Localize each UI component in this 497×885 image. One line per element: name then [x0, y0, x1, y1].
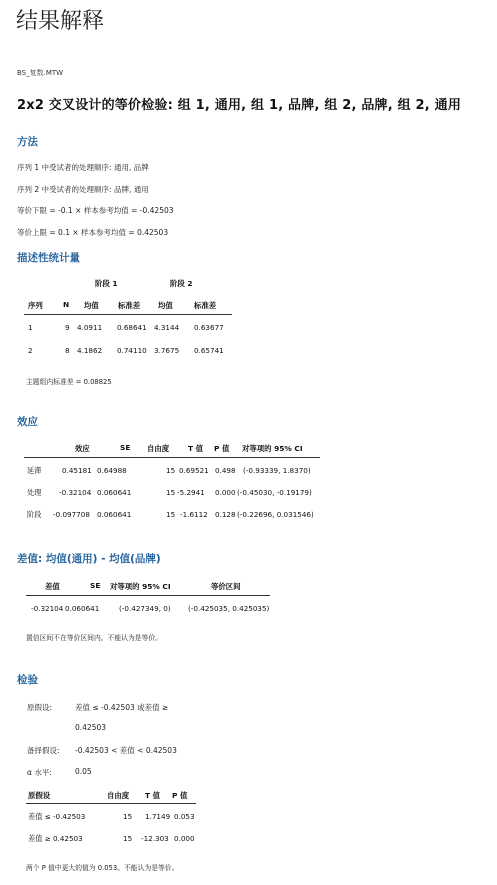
section-method-title: 方法	[17, 136, 38, 148]
section-descriptive-title: 描述性统计量	[17, 252, 80, 264]
difference-cell: -0.32104	[31, 604, 64, 613]
method-line: 序列 2 中受试者的处理顺序: 品牌, 通用	[17, 185, 149, 194]
desc-cell: 9	[65, 323, 70, 332]
test-col-header: 自由度	[107, 791, 130, 800]
effects-cell: 0.060641	[97, 510, 132, 519]
alt-hypothesis-value: -0.42503 < 差值 < 0.42503	[75, 746, 177, 755]
effects-cell: -0.32104	[59, 488, 92, 497]
section-difference-title: 差值: 均值(通用) - 均值(品牌)	[17, 553, 161, 565]
desc-cell: 8	[65, 346, 70, 355]
desc-col-header: 标准差	[194, 301, 217, 310]
effects-col-header: 自由度	[147, 444, 170, 453]
effects-cell: 0.000	[215, 488, 236, 497]
desc-cell: 2	[28, 346, 33, 355]
test-col-header: P 值	[172, 791, 188, 800]
desc-col-header: N	[63, 300, 70, 309]
section-test-title: 检验	[17, 674, 38, 686]
null-hypothesis-value-cont: 0.42503	[75, 723, 107, 732]
period2-header: 阶段 2	[170, 279, 193, 288]
desc-col-header: 标准差	[118, 301, 141, 310]
difference-col-header: 等价区间	[211, 582, 241, 591]
method-line: 序列 1 中受试者的处理顺序: 通用, 品牌	[17, 163, 149, 172]
table-rule	[26, 803, 196, 804]
difference-col-header: SE	[90, 581, 101, 590]
desc-cell: 0.63677	[194, 323, 224, 332]
test-col-header: T 值	[145, 791, 161, 800]
desc-col-header: 序列	[28, 301, 43, 310]
effects-col-header: P 值	[214, 444, 230, 453]
effects-cell: -0.097708	[53, 510, 90, 519]
effects-cell: 延滞	[27, 466, 42, 475]
desc-cell: 0.68641	[117, 323, 147, 332]
desc-cell: 4.3144	[154, 323, 180, 332]
effects-cell: (-0.93339, 1.8370)	[243, 466, 311, 475]
desc-cell: 3.7675	[154, 346, 180, 355]
test-conclusion-note: 两个 P 值中更大的值为 0.053。不能认为是等价。	[26, 864, 179, 872]
section-effects-title: 效应	[17, 416, 38, 428]
effects-col-header: SE	[120, 443, 131, 452]
period1-header: 阶段 1	[95, 279, 118, 288]
effects-cell: 15	[166, 488, 176, 497]
table-rule	[24, 457, 320, 458]
desc-cell: 4.0911	[77, 323, 103, 332]
effects-cell: (-0.45030, -0.19179)	[237, 488, 312, 497]
difference-col-header: 差值	[45, 582, 60, 591]
effects-cell: 15	[166, 466, 176, 475]
desc-cell: 4.1862	[77, 346, 103, 355]
table-rule	[24, 314, 232, 315]
test-cell: -12.303	[141, 834, 169, 843]
effects-cell: 0.45181	[62, 466, 92, 475]
effects-cell: -1.6112	[180, 510, 208, 519]
test-cell: 差值 ≤ -0.42503	[28, 812, 86, 821]
effects-col-header: 效应	[75, 444, 90, 453]
test-cell: 1.7149	[145, 812, 171, 821]
table-rule	[26, 595, 270, 596]
effects-col-header: T 值	[188, 444, 204, 453]
effects-cell: 0.64988	[97, 466, 127, 475]
effects-cell: 0.128	[215, 510, 236, 519]
test-cell: 15	[123, 812, 133, 821]
effects-cell: (-0.22696, 0.031546)	[237, 510, 314, 519]
within-sd-note: 主题组内标准差 = 0.08825	[26, 378, 112, 386]
desc-col-header: 均值	[84, 301, 99, 310]
effects-cell: 0.060641	[97, 488, 132, 497]
desc-cell: 0.74110	[117, 346, 147, 355]
method-line: 等价下限 = -0.1 × 样本参考均值 = -0.42503	[17, 206, 174, 215]
effects-cell: 15	[166, 510, 176, 519]
effects-cell: 阶段	[27, 510, 42, 519]
alt-hypothesis-label: 备择假设:	[27, 746, 60, 755]
difference-cell: 0.060641	[65, 604, 100, 613]
difference-cell: (-0.427349, 0)	[119, 604, 171, 613]
alpha-label: α 水平:	[27, 768, 52, 777]
null-hypothesis-value: 差值 ≤ -0.42503 或差值 ≥	[75, 703, 169, 712]
difference-note: 置信区间不在等价区间内。不能认为是等价。	[26, 634, 162, 642]
worksheet-filename: BS_复数.MTW	[17, 69, 64, 77]
test-cell: 0.053	[174, 812, 195, 821]
desc-col-header: 均值	[158, 301, 173, 310]
page-title: 结果解释	[16, 9, 105, 34]
desc-cell: 0.65741	[194, 346, 224, 355]
test-cell: 15	[123, 834, 133, 843]
effects-cell: 0.498	[215, 466, 236, 475]
test-cell: 0.000	[174, 834, 195, 843]
null-hypothesis-label: 原假设:	[27, 703, 53, 712]
alpha-value: 0.05	[75, 767, 92, 776]
test-col-header: 原假设	[28, 791, 51, 800]
difference-col-header: 对等项的 95% CI	[110, 582, 171, 591]
method-line: 等价上限 = 0.1 × 样本参考均值 = 0.42503	[17, 228, 169, 237]
analysis-heading: 2x2 交叉设计的等价检验: 组 1, 通用, 组 1, 品牌, 组 2, 品牌, 组 2, 通用	[17, 98, 462, 113]
effects-cell: 处理	[27, 488, 42, 497]
effects-col-header: 对等项的 95% CI	[242, 444, 303, 453]
effects-cell: 0.69521	[179, 466, 209, 475]
desc-cell: 1	[28, 323, 33, 332]
test-cell: 差值 ≥ 0.42503	[28, 834, 83, 843]
effects-cell: -5.2941	[177, 488, 205, 497]
difference-cell: (-0.425035, 0.425035)	[188, 604, 270, 613]
